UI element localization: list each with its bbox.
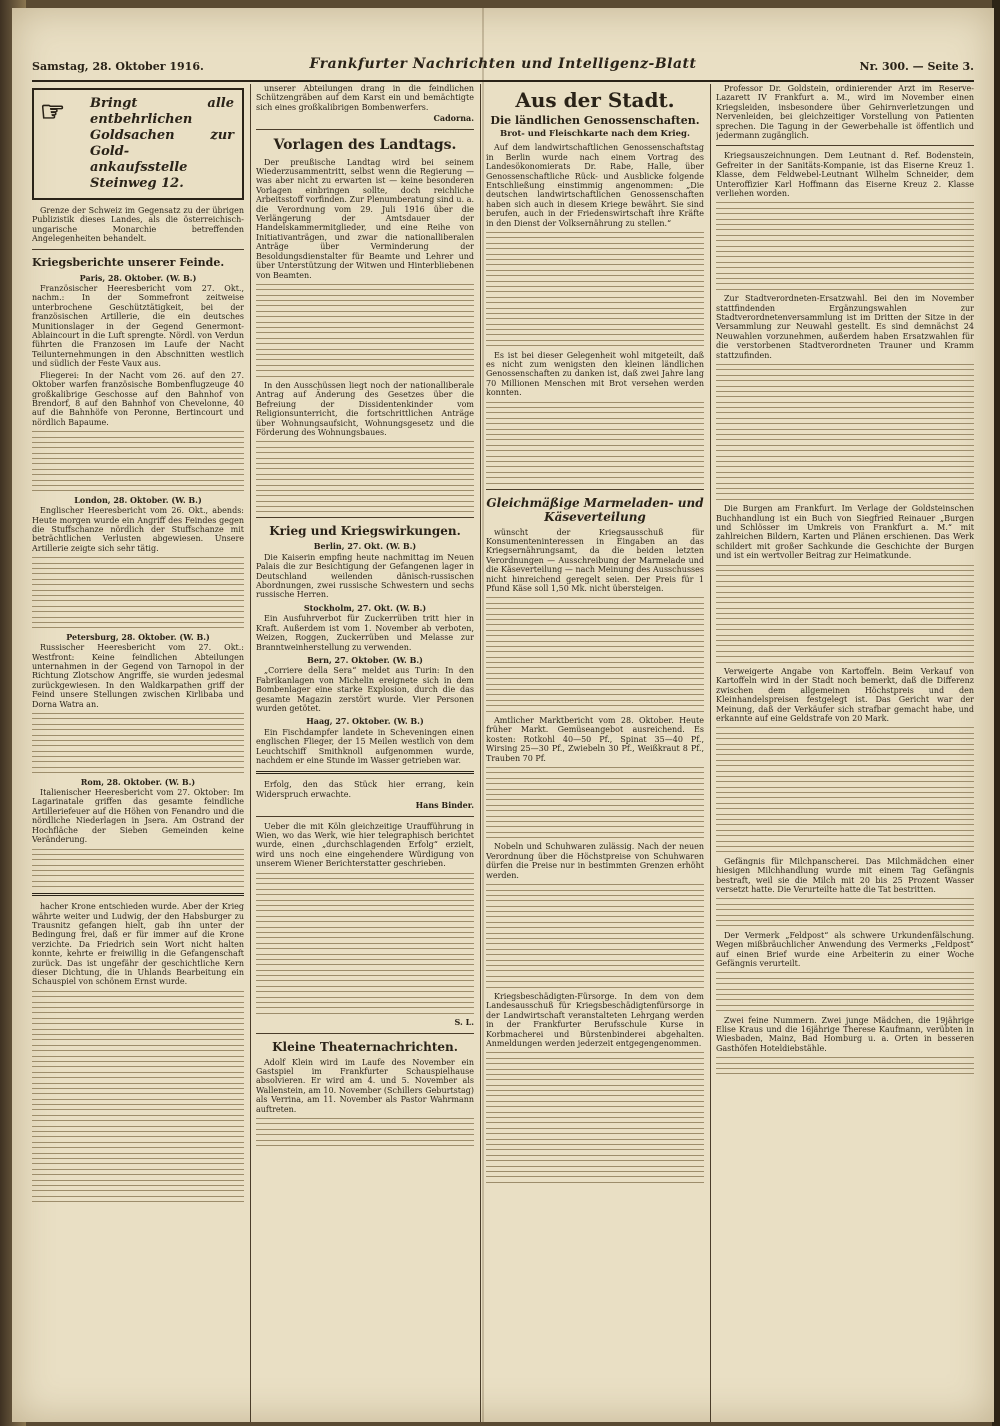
- divider: [256, 771, 474, 774]
- text-filler: [32, 557, 244, 628]
- dateline: Paris, 28. Oktober. (W. B.): [79, 272, 197, 283]
- author: Hans Binder.: [415, 800, 474, 811]
- text-filler: [486, 597, 704, 711]
- section-heading: Kleine Theaternachrichten.: [272, 1039, 458, 1054]
- text-filler: [486, 884, 704, 987]
- dateline: Stockholm, 27. Okt. (W. B.): [303, 602, 427, 613]
- divider: [256, 517, 474, 518]
- header-issue: Nr. 300. — Seite 3.: [859, 60, 974, 73]
- text-filler: [716, 727, 974, 852]
- article-text: Fliegerei: In der Nacht vom 26. auf den 27. Oktober warfen französische Bombenflugzeuge 40 großkalibrige Geschosse auf den Bahnhof von Brendorf, 8 auf den Bahnhof von Chevelonne, 40 auf die Bahnhöfe von Peronne, Bertincourt und nördlich Bapaume.: [32, 370, 244, 427]
- article-text: Auf dem landwirtschaftlichen Genossenschaftstag in Berlin wurde nach einem Vortrag des Landesökonomierats Dr. Rabe, Halle, über Genossenschaftliche Rück- und Ausblicke folgende Entschließung einstimmig angenommen: „Die deutschen landwirtschaftlichen Genossenschaften haben sich auch in diesem Kriege bewährt. Sie sind berufen, auch in der Friedenswirtschaft ihre Kräfte in den Dienst der Volksernährung zu stellen.“: [486, 143, 704, 228]
- divider: [32, 249, 244, 250]
- article-text: Amtlicher Marktbericht vom 28. Oktober. Heute früher Markt. Gemüseangebot ausreichend. Es kosten: Rotkohl 40—50 Pf., Spinat 35—40 Pf., Wirsing 25—30 Pf., Zwiebeln 30 Pf., Weißkraut 8 Pf., Trauben 70 Pf.: [486, 715, 704, 763]
- divider: [256, 129, 474, 130]
- article-text: Russischer Heeresbericht vom 27. Okt.: Westfront: Keine feindlichen Abteilungen unternahmen in der Gegend von Tarnopol in der Richtung Zlotschow Angriffe, sie wurden jedesmal zurückgewiesen. In den Waldkarpathen griff der Feind unsere Stellungen zwischen Kirlibaba und Dorna Watra an.: [32, 643, 244, 709]
- text-filler: [256, 441, 474, 512]
- divider: [256, 816, 474, 817]
- article-text: Die Kaiserin empfing heute nachmittag im Neuen Palais die zur Besichtigung der Gefangenen lager in Deutschland weilenden dänisch-russischen Abordnungen, zwei russische Schwestern und sechs russische Herren.: [256, 552, 474, 600]
- dateline: Berlin, 27. Okt. (W. B.): [313, 541, 417, 552]
- article-text: Es ist bei dieser Gelegenheit wohl mitgeteilt, daß es nicht zum wenigsten den kleinen ländlichen Genossenschaften zu danken ist, daß zwei Jahre lang 70 Millionen Menschen mit Brot versehen werden konnten.: [486, 350, 704, 398]
- section-heading: Kriegsberichte unserer Feinde.: [32, 255, 225, 269]
- article-text: Die Burgen am Frankfurt. Im Verlage der Goldsteinschen Buchhandlung ist ein Buch von Siegfried Reinauer „Burgen und Schlösser im Umkreis von Frankfurt a. M.“ mit zahlreichen Bildern, Karten und Plänen erschienen. Das Werk schildert mit großer Sachkunde die Geschichte der Burgen und ist ein wertvoller Beitrag zur Heimatkunde.: [716, 504, 974, 561]
- article-text: Ueber die mit Köln gleichzeitige Uraufführung in Wien, wo das Werk, wie hier telegraphisch berichtet wurde, einen „durchschlagenden Erfolg“ erzielt, wird uns noch eine eingehendere Würdigung von unserem Wiener Berichterstatter geschrieben.: [256, 821, 474, 869]
- text-filler: [32, 849, 244, 888]
- article-text: Der preußische Landtag wird bei seinem Wiederzusammentritt, selbst wenn die Regierung — was aber nicht zu erwarten ist — keine besonderen Vorlagen einbringen sollte, doch reichliche Arbeitsstoff vorfinden. Zur Plenumberatung sind u. a. die Verordnung vom 29. Juli 1916 über die Verlängerung der Amtsdauer der Handelskammermitglieder, und eine Reihe von Initiativanträgen, und zwar die nationalliberalen Anträge über Verminderung der Besoldungsdienstalter für Beamte und Lehrer und über Unterstützung der Witwen und Hinterbliebenen von Beamten.: [256, 157, 474, 280]
- author: Cadorna.: [433, 113, 474, 124]
- article-text: „Corriere della Sera“ meldet aus Turin: In den Fabrikanlagen von Michelin ereignete sich in dem Bombenlager eine starke Explosion, durch die das gesamte Magazin zerstört wurde. Vier Personen wurden getötet.: [256, 666, 474, 713]
- text-filler: [486, 232, 704, 346]
- column-rule: [250, 84, 251, 1422]
- gold-advertisement: [32, 88, 244, 200]
- divider: [32, 893, 244, 896]
- divider: [716, 145, 974, 146]
- dateline: Haag, 27. Oktober. (W. B.): [306, 716, 424, 727]
- text-filler: [486, 1052, 704, 1182]
- dateline: Rom, 28. Oktober. (W. B.): [80, 776, 196, 787]
- column-3: [486, 84, 704, 1422]
- text-filler: [32, 713, 244, 773]
- text-filler: [716, 202, 974, 289]
- author: S. L.: [454, 1017, 474, 1028]
- ad-line: Bringt alle entbehrlichen: [90, 96, 234, 127]
- column-2: [256, 84, 474, 1422]
- article-text: Zur Stadtverordneten-Ersatzwahl. Bei den im November stattfindenden Ergänzungswahlen zur Stadtverordnetenversammlung ist im Dritten der Sitze in der Versammlung zur Neuwahl gestellt. Es sind demnächst 24 Neuwahlen vorzunehmen, außerdem haben Ersatzwahlen für die verstorbenen Stadtverordneten Trauner und Kramm stattzufinden.: [716, 294, 974, 360]
- column-rule: [710, 84, 711, 1422]
- article-text: Professor Dr. Goldstein, ordinierender Arzt im Reserve-Lazarett IV Frankfurt a. M., wird im November einen Kriegsleiden, insbesondere über Gehirnverletzungen und Nervenleiden, bei gleichzeitiger Vorstellung von Patienten sprechen. Die Tagung in der Gewerbehalle ist öffentlich und jedermann zugänglich.: [716, 84, 974, 141]
- article-text: Kriegsbeschädigten-Fürsorge. In dem von dem Landesausschuß für Kriegsbeschädigtenfürsorge in der Landwirtschaft veranstalteten Lehrgang werden in der Frankfurter Berufsschule Kurse in Korbmacherei und Bürstenbinderei abgehalten. Anmeldungen werden jederzeit entgegengenommen.: [486, 991, 704, 1048]
- article-text: Kriegsauszeichnungen. Dem Leutnant d. Ref. Bodenstein, Gefreiter in der Sanitäts-Kompanie, ist das Eiserne Kreuz 1. Klasse, dem Feldwebel-Leutnant Wilhelm Schneider, dem Unteroffizier Karl Hoffmann das Eiserne Kreuz 2. Klasse verliehen worden.: [716, 151, 974, 199]
- section-heading: Vorlagen des Landtags.: [273, 136, 457, 153]
- header-paper-name: Frankfurter Nachrichten und Intelligenz-Blatt: [309, 56, 697, 72]
- article-text: unserer Abteilungen drang in die feindlichen Schützengräben auf dem Karst ein und bemächtigte sich eines großkalibrigen Bombenwerfers.: [256, 84, 474, 112]
- article-text: wünscht der Kriegsausschuß für Konsumenteninteressen in Eingaben an das Kriegsernährungsamt, da die beiden letzten Verordnungen — Ausschreibung der Marmelade und die Käseverteilung — nach Meinung des Ausschusses nicht hinreichend geregelt seien. Der Preis für 1 Pfund Käse soll 1,50 Mk. nicht übersteigen.: [486, 527, 704, 593]
- text-filler: [256, 873, 474, 1014]
- text-filler: [486, 767, 704, 838]
- divider: [256, 1033, 474, 1034]
- article-text: Adolf Klein wird im Laufe des November ein Gastspiel im Frankfurter Schauspielhause absolvieren. Er wird am 4. und 5. November als Wallenstein, am 10. November (Schillers Geburtstag) als Verrina, am 11. November als Pastor Wahrmann auftreten.: [256, 1057, 474, 1114]
- article-text: Französischer Heeresbericht vom 27. Okt., nachm.: In der Sommefront zeitweise unterbrochene Geschütztätigkeit, bei der französischen Artillerie, die ein deutsches Munitionslager in der Gegend Genermont-Ablaincourt in die Luft sprengte. Nördl. von Verdun führten die Franzosen im Laufe der Nacht Teilunternehmungen in den Abschnitten westlich und südlich der Feste Vaux aus.: [32, 284, 244, 369]
- article-text: Englischer Heeresbericht vom 26. Okt., abends: Heute morgen wurde ein Angriff des Feindes gegen die Stuffschanze nördlich der Stuffschanze mit beträchtlichen Verlusten abgewiesen. Unsere Artillerie zeigte sich sehr tätig.: [32, 506, 244, 553]
- section-heading: Krieg und Kriegswirkungen.: [269, 524, 461, 539]
- ad-line: Goldsachen zur Gold-: [90, 128, 234, 159]
- section-subsubtitle: Brot- und Fleischkarte nach dem Krieg.: [500, 129, 690, 139]
- page-header: [32, 52, 974, 82]
- column-rule: [480, 84, 481, 1422]
- article-text: Gefängnis für Milchpanscherei. Das Milchmädchen einer hiesigen Milchhandlung wurde mit einem Tag Gefängnis bestraft, weil sie die Milch mit 20 bis 25 Prozent Wasser versetzt hatte. Die Verurteilte hatte die Tat bestritten.: [716, 856, 974, 894]
- pointing-hand-icon: ☞: [40, 95, 66, 128]
- article-text: Ein Ausfuhrverbot für Zuckerrüben tritt hier in Kraft. Außerdem ist vom 1. November ab verboten, Weizen, Roggen, Zuckerrüben und Melasse zur Branntweinherstellung zu verwenden.: [256, 614, 474, 652]
- text-filler: [256, 1118, 474, 1146]
- text-filler: [32, 991, 244, 1202]
- column-1: [32, 84, 244, 1422]
- dateline: London, 28. Oktober. (W. B.): [74, 494, 202, 505]
- article-text: Verweigerte Angabe von Kartoffeln. Beim Verkauf von Kartoffeln wird in der Stadt noch bemerkt, daß die Differenz zwischen dem allgemeinen Höchstpreis und den Kleinhandelspreisen festgelegt ist. Das Gericht war der Meinung, daß der Verkäufer sich strafbar gemacht habe, und erkannte auf eine Geldstrafe von 20 Mark.: [716, 666, 974, 723]
- text-filler: [32, 431, 244, 491]
- section-title: Aus der Stadt.: [515, 88, 675, 112]
- text-filler: [716, 972, 974, 1011]
- text-filler: [716, 565, 974, 663]
- dateline: Bern, 27. Oktober. (W. B.): [307, 654, 423, 665]
- section-subtitle: Die ländlichen Genossenschaften.: [490, 114, 700, 127]
- article-text: Grenze der Schweiz im Gegensatz zu der übrigen Publizistik dieses Landes, als die österreichisch-ungarische Monarchie betreffenden Angelegenheiten behandelt.: [32, 206, 244, 244]
- ad-line: ankaufsstelle Steinweg 12.: [90, 160, 188, 191]
- article-text: Nobeln und Schuhwaren zulässig. Nach der neuen Verordnung über die Höchstpreise von Schuhwaren dürfen die Preise nur in bestimmten Grenzen erhöht werden.: [486, 842, 704, 880]
- article-text: Italienischer Heeresbericht vom 27. Oktober: Im Lagarinatale griffen das gesamte feindliche Artilleriefeuer auf die Höhen von Fenandro und die nördliche Niederlagen in Jsera. Am Ostrand der Hochfläche der Sieben Gemeinden keine Veränderung.: [32, 788, 244, 845]
- section-heading: Gleichmäßige Marmeladen- und Käseverteilung: [486, 495, 704, 524]
- dateline: Petersburg, 28. Oktober. (W. B.): [66, 631, 210, 642]
- text-filler: [486, 402, 704, 484]
- header-date: Samstag, 28. Oktober 1916.: [32, 60, 204, 73]
- text-filler: [716, 898, 974, 926]
- article-text: hacher Krone entschieden wurde. Aber der Krieg währte weiter und Ludwig, der den Habsburger zu Trausnitz gefangen hielt, gab ihn unter der Bedingung frei, daß er für immer auf die Krone verzichte. Da Friedrich sein Wort nicht halten konnte, kehrte er freiwillig in die Gefangenschaft zurück. Das ist ungefähr der geschichtliche Kern dieser Dichtung, die in Uhlands Bearbeitung ein Schauspiel von schönem Ernst wurde.: [32, 902, 244, 987]
- column-4: [716, 84, 974, 1422]
- article-text: Der Vermerk „Feldpost“ als schwere Urkundenfälschung. Wegen mißbräuchlicher Anwendung des Vermerks „Feldpost“ auf einen Brief wurde eine Arbeiterin zu einer Woche Gefängnis verurteilt.: [716, 930, 974, 968]
- divider: [486, 489, 704, 490]
- article-text: Ein Fischdampfer landete in Scheveningen einen englischen Flieger, der 15 Meilen westlich von dem Leuchtschiff Smithknoll aufgenommen wurde, nachdem er eine Stunde im Wasser getrieben war.: [256, 727, 474, 765]
- article-text: Zwei feine Nummern. Zwei junge Mädchen, die 19jährige Elise Kraus und die 16jährige Therese Kaufmann, verübten in Wiesbaden, Mainz, Bad Homburg u. a. Orten in besseren Gasthöfen Hoteldiebstähle.: [716, 1015, 974, 1053]
- text-filler: [256, 284, 474, 377]
- newspaper-page: [12, 8, 994, 1422]
- article-text: In den Ausschüssen liegt noch der nationalliberale Antrag auf Änderung des Gesetzes über die Befreiung der Dissidentenkinder vom Religionsunterricht, die fortschrittlichen Anträge über Wohnungsaufsicht, Wohnungsgesetz und die Förderung des Wohnungsbaues.: [256, 380, 474, 437]
- article-text: Erfolg, den das Stück hier errang, kein Widerspruch erwachte.: [256, 780, 474, 799]
- text-filler: [716, 1057, 974, 1074]
- page-fold: [482, 8, 484, 1422]
- text-filler: [716, 364, 974, 500]
